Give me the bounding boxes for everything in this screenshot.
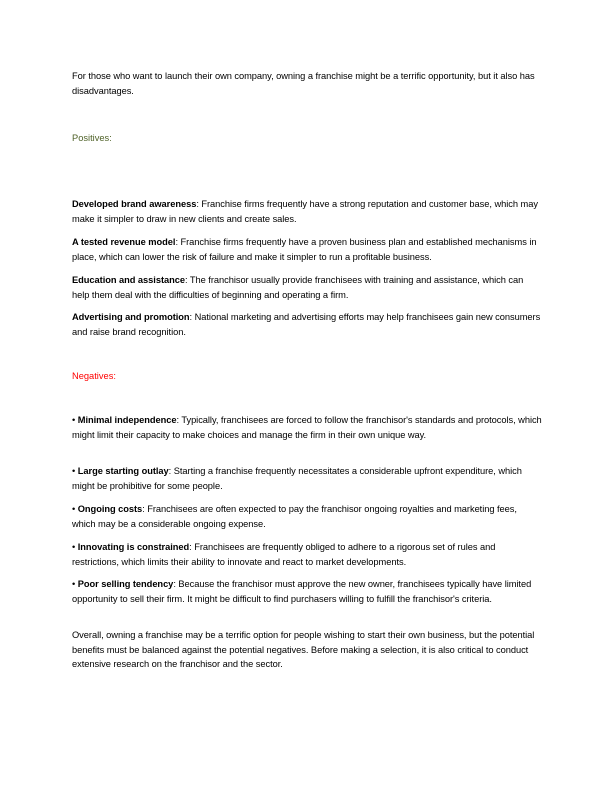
conclusion-paragraph: Overall, owning a franchise may be a terrific option for people wishing to start their own business, but the potential benefits must be balanced against the potential negatives. Before making a selection, it is also critical to conduct extensive research on the franchisor and the sector.: [72, 630, 535, 670]
negative-item-text: : Because the franchisor must approve the new owner, franchisees typically have limited opportunity to sell their firm. It might be difficult to find purchasers willing to fulfill the franchisor's criteria.: [72, 579, 532, 604]
negative-item-text: : Starting a franchise frequently necessitates a considerable upfront expenditure, which might be prohibitive for some people.: [72, 466, 522, 491]
positive-item-title: Developed brand awareness: [72, 199, 197, 209]
bullet-icon: •: [72, 415, 78, 425]
negative-item: [72, 540, 542, 569]
negative-item: [72, 464, 542, 493]
positive-item-title: Education and assistance: [72, 275, 185, 285]
positive-item-text: : Franchise firms frequently have a proven business plan and established mechanisms in place, which can lower the risk of failure and make it simpler to run a profitable business.: [72, 237, 537, 262]
positive-item: [72, 235, 542, 264]
bullet-icon: •: [72, 504, 78, 514]
positive-item: [72, 197, 542, 226]
negative-item: [72, 577, 542, 606]
positive-item-text: : The franchisor usually provide franchisees with training and assistance, which can help them deal with the difficulties of beginning and operating a firm.: [72, 275, 524, 300]
negatives-heading: Negatives:: [72, 371, 116, 381]
intro-paragraph: For those who want to launch their own company, owning a franchise might be a terrific opportunity, but it also has disadvantages.: [72, 71, 535, 96]
positive-item-title: Advertising and promotion: [72, 312, 190, 322]
positive-item-text: : Franchise firms frequently have a strong reputation and customer base, which may make it simpler to draw in new clients and create sales.: [72, 199, 538, 224]
negative-item-title: Large starting outlay: [77, 466, 169, 476]
negative-item-title: Innovating is constrained: [77, 542, 190, 552]
bullet-icon: •: [72, 542, 78, 552]
negative-item: [72, 502, 542, 531]
positives-heading: Positives:: [72, 133, 112, 143]
positive-item: [72, 273, 542, 302]
negative-item-text: : Typically, franchisees are forced to follow the franchisor's standards and protocols, which might limit their capacity to make choices and manage the firm in their own unique way.: [72, 415, 542, 440]
bullet-icon: •: [72, 579, 78, 589]
negative-item-text: : Franchisees are frequently obliged to adhere to a rigorous set of rules and restrictions, which limits their ability to innovate and react to market developments.: [72, 542, 496, 567]
negative-item: [72, 413, 542, 442]
negative-item-title: Minimal independence: [77, 415, 177, 425]
negative-item-title: Poor selling tendency: [77, 579, 174, 589]
positive-item-text: : National marketing and advertising efforts may help franchisees gain new consumers and raise brand recognition.: [72, 312, 541, 337]
bullet-icon: •: [72, 466, 78, 476]
negative-item-text: : Franchisees are often expected to pay the franchisor ongoing royalties and marketing fees, which may be a considerable ongoing expense.: [72, 504, 517, 529]
positive-item: [72, 310, 542, 339]
negative-item-title: Ongoing costs: [77, 504, 143, 514]
positive-item-title: A tested revenue model: [72, 237, 176, 247]
